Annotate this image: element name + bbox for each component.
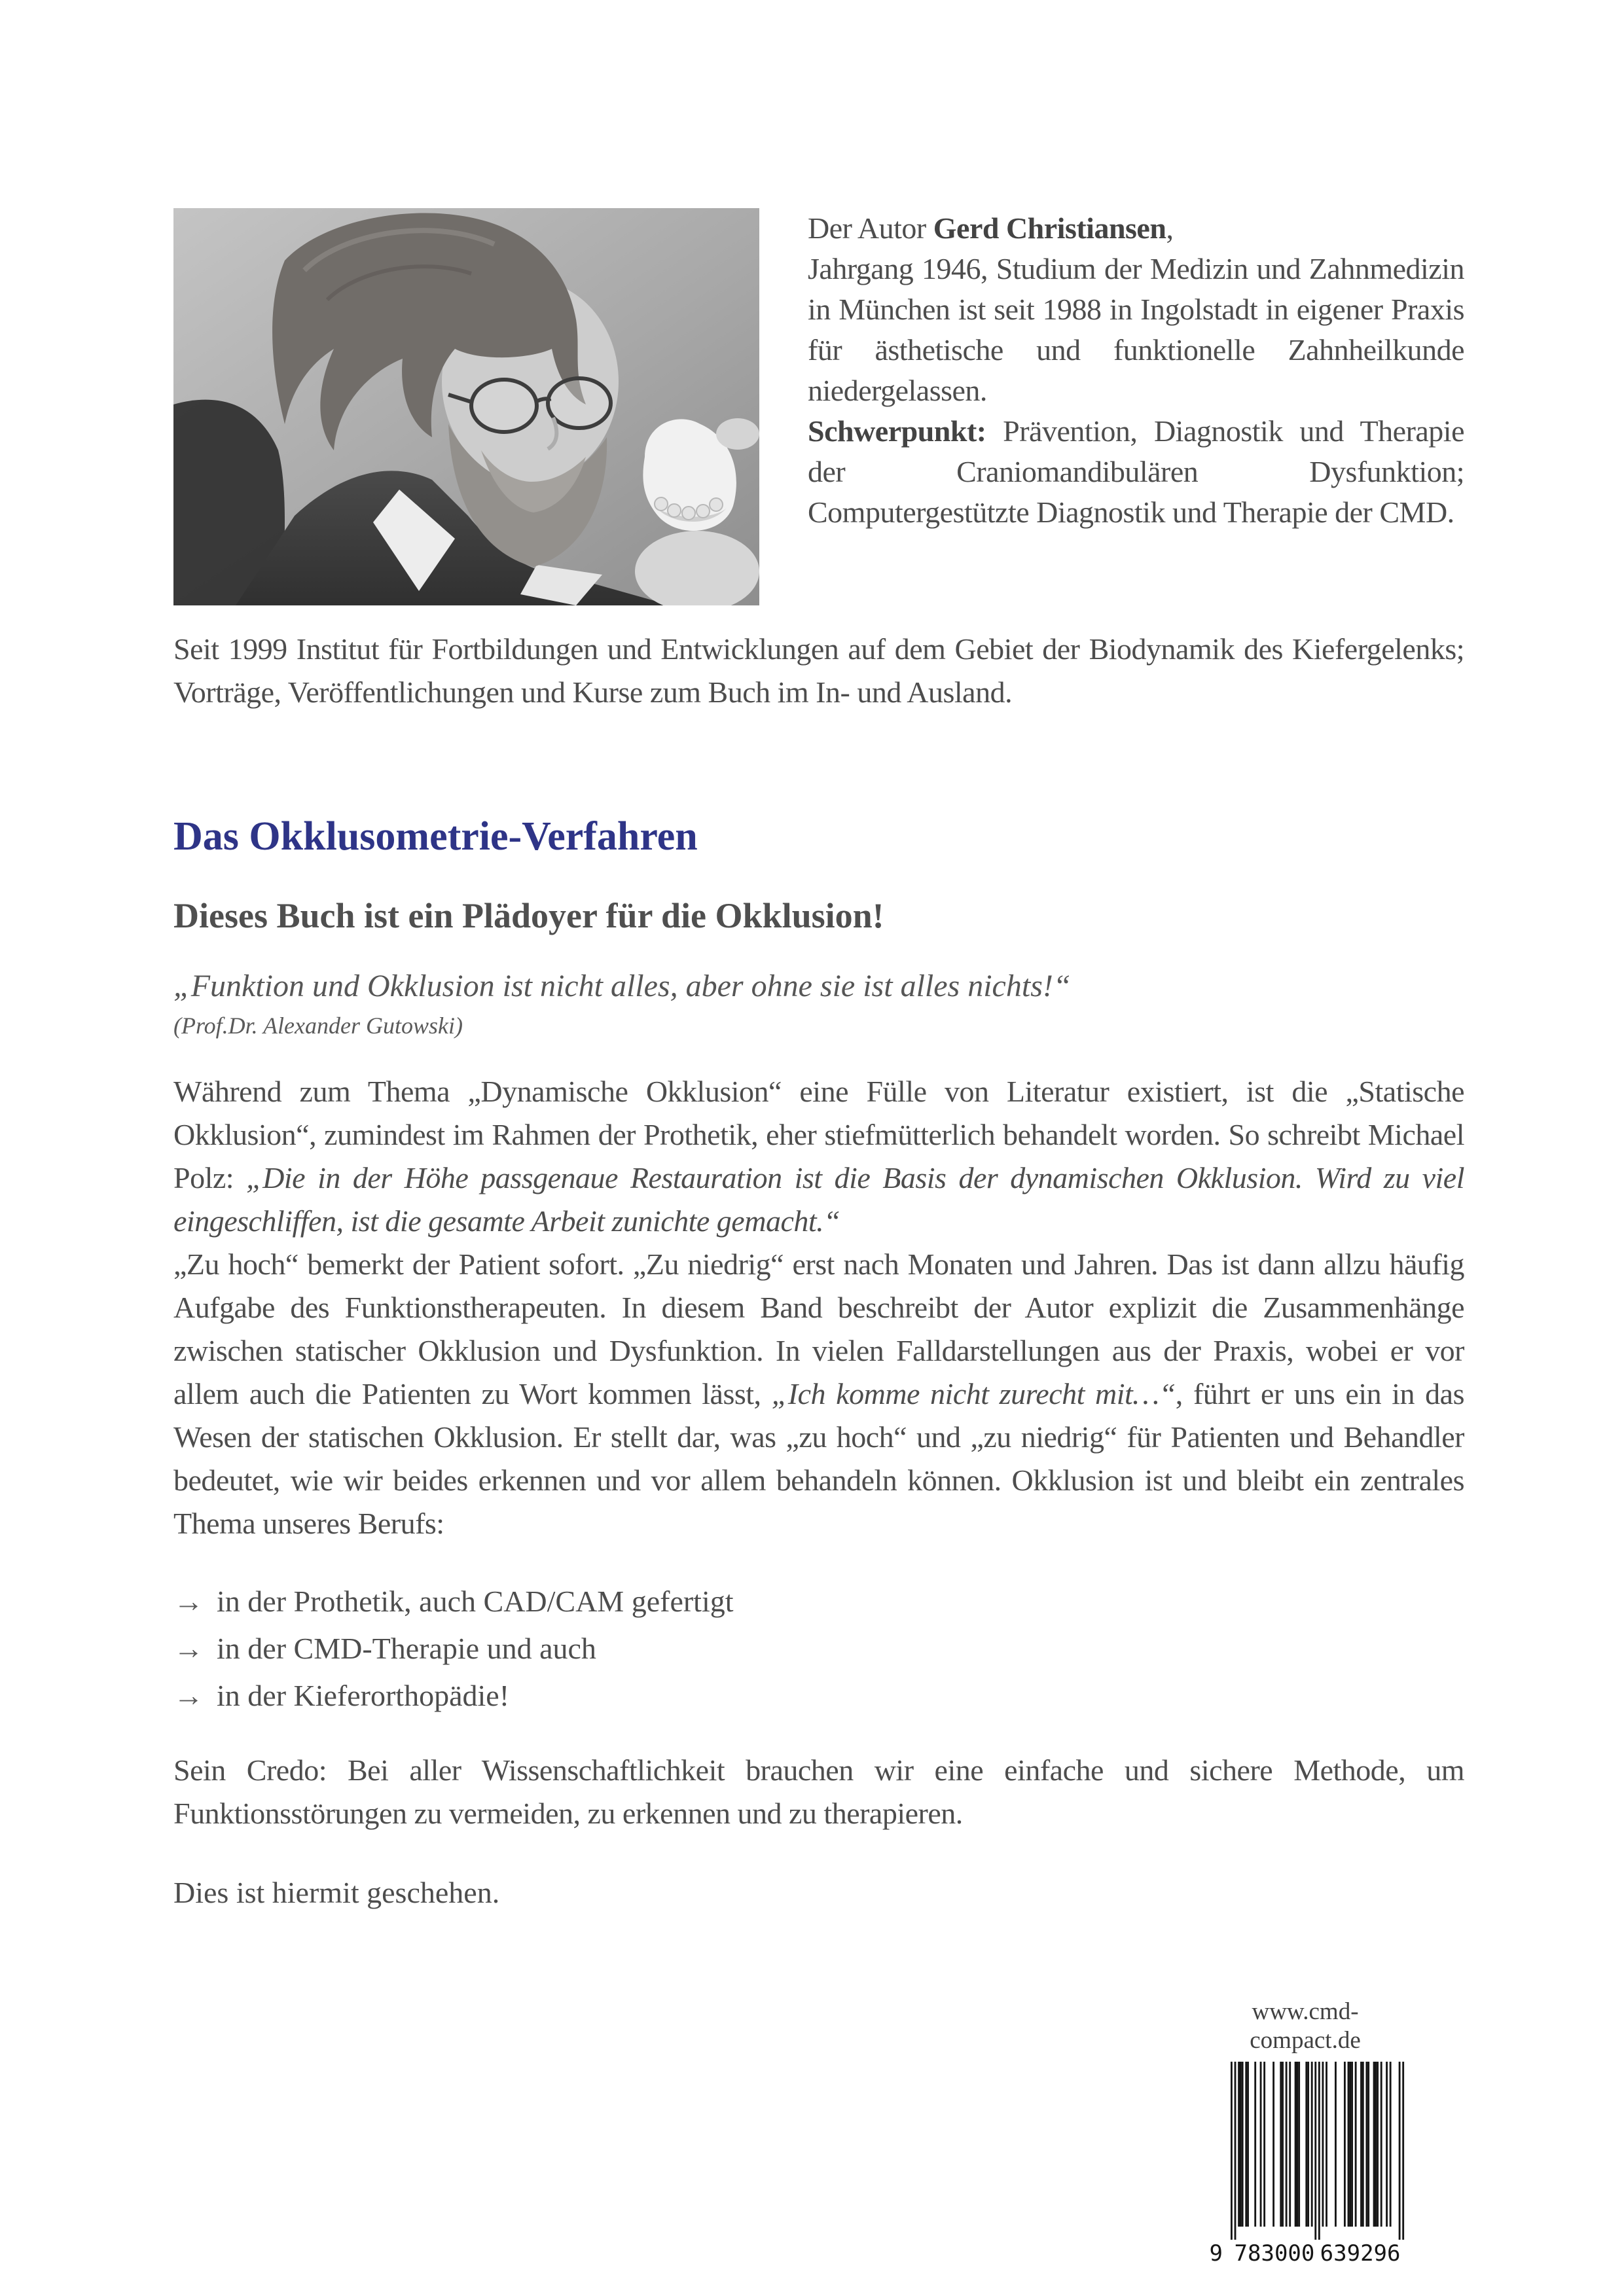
page-title: Das Okklusometrie-Verfahren <box>173 814 698 859</box>
quote-attribution: (Prof.Dr. Alexander Gutowski) <box>173 1013 463 1039</box>
bio-intro: Der Autor <box>808 211 933 245</box>
bio-text: Jahrgang 1946, Studium der Medizin und Zahnmedizin in München ist seit 1988 in Ingolstadt in eigener Praxis für ästhetische und funktionelle Zahnheilkunde niedergelassen. <box>808 252 1464 407</box>
bio-continuation: Seit 1999 Institut für Fortbildungen und Entwicklungen auf dem Gebiet der Biodynamik des Kiefergelenks; Vorträge, Veröffentlichungen und Kurse zum Buch im In- und Ausland. <box>173 632 1464 709</box>
paragraph-text: Während zum Thema „Dynamische Okklusion“ eine Fülle von Literatur existiert, ist die „Statische Okklusion“, zumindest im Rahmen der Prothetik, eher stiefmütterlich behandelt worden. So schreibt Michael Polz: <box>173 1075 1464 1194</box>
barcode <box>1203 2062 1407 2266</box>
author-section <box>173 208 1464 605</box>
barcode-digits: 9 <box>1209 2240 1223 2266</box>
author-photo-image <box>173 208 759 605</box>
credo-paragraph: Sein Credo: Bei aller Wissenschaftlichkeit brauchen wir eine einfache und sichere Methode, um Funktionsstörungen zu vermeiden, zu erkennen und zu therapieren. <box>173 1753 1464 1830</box>
arrow-icon: → <box>173 1585 204 1618</box>
quote: „Funktion und Okklusion ist nicht alles, aber ohne sie ist alles nichts!“ <box>173 969 1071 1003</box>
body-paragraph-1 <box>173 1070 1464 1243</box>
list-item <box>173 1625 1464 1672</box>
subtitle: Dieses Buch ist ein Plädoyer für die Okklusion! <box>173 896 884 935</box>
list-item-label: in der Prothetik, auch CAD/CAM gefertigt <box>217 1585 734 1618</box>
list-item <box>173 1672 1464 1719</box>
quote-inline: „Die in der Höhe passgenaue Restauration ist die Basis der dynamischen Okklusion. Wird zu viel eingeschliffen, ist die gesamte Arbeit zunichte gemacht.“ <box>173 1161 1464 1238</box>
bio-focus-label: Schwerpunkt: <box>808 414 986 448</box>
author-name: Gerd Christiansen <box>933 211 1166 245</box>
quote-inline: „Ich komme nicht zurecht mit…“ <box>771 1377 1176 1410</box>
bio-intro-comma: , <box>1166 211 1174 245</box>
barcode-digits: 783000 <box>1234 2240 1315 2266</box>
paragraph-text: , führt er uns ein in das Wesen der statischen Okklusion. Er stellt dar, was „zu hoch“ und „zu niedrig“ für Patienten und Behandler bedeutet, wie wir beides erkennen und vor allem behandeln können. Okklusion ist und bleibt ein zentrales Thema unseres Berufs: <box>173 1377 1464 1540</box>
cover-content <box>173 208 1464 1914</box>
list-item <box>173 1578 1464 1625</box>
list-item-label: in der Kieferorthopädie! <box>217 1679 510 1712</box>
arrow-list <box>173 1578 1464 1719</box>
author-bio <box>808 208 1464 533</box>
author-photo <box>173 208 759 605</box>
arrow-icon: → <box>173 1679 204 1712</box>
closing-paragraph: Dies ist hiermit geschehen. <box>173 1876 500 1909</box>
paragraph-text: „Zu hoch“ bemerkt der Patient sofort. „Zu niedrig“ erst nach Monaten und Jahren. Das ist dann allzu häufig Aufgabe des Funktionstherapeuten. In diesem Band beschreibt der Autor explizit die Zusammenhänge zwischen statischer Okklusion und Dysfunktion. In vielen Falldarstellungen aus der Praxis, wobei er vor allem auch die Patienten zu Wort kommen lässt, <box>173 1247 1464 1410</box>
list-item-label: in der CMD-Therapie und auch <box>217 1632 596 1665</box>
bio-focus-text: Prävention, Diagnostik und Therapie der Craniomandibulären Dysfunktion; Computergestützte Diagnostik und Therapie der CMD. <box>808 414 1464 529</box>
barcode-digits: 639296 <box>1320 2240 1401 2266</box>
footer-block <box>1203 1998 1407 2269</box>
body-paragraph-2 <box>173 1243 1464 1545</box>
arrow-icon: → <box>173 1632 204 1665</box>
website-url: www.cmd-compact.de <box>1250 1998 1361 2054</box>
